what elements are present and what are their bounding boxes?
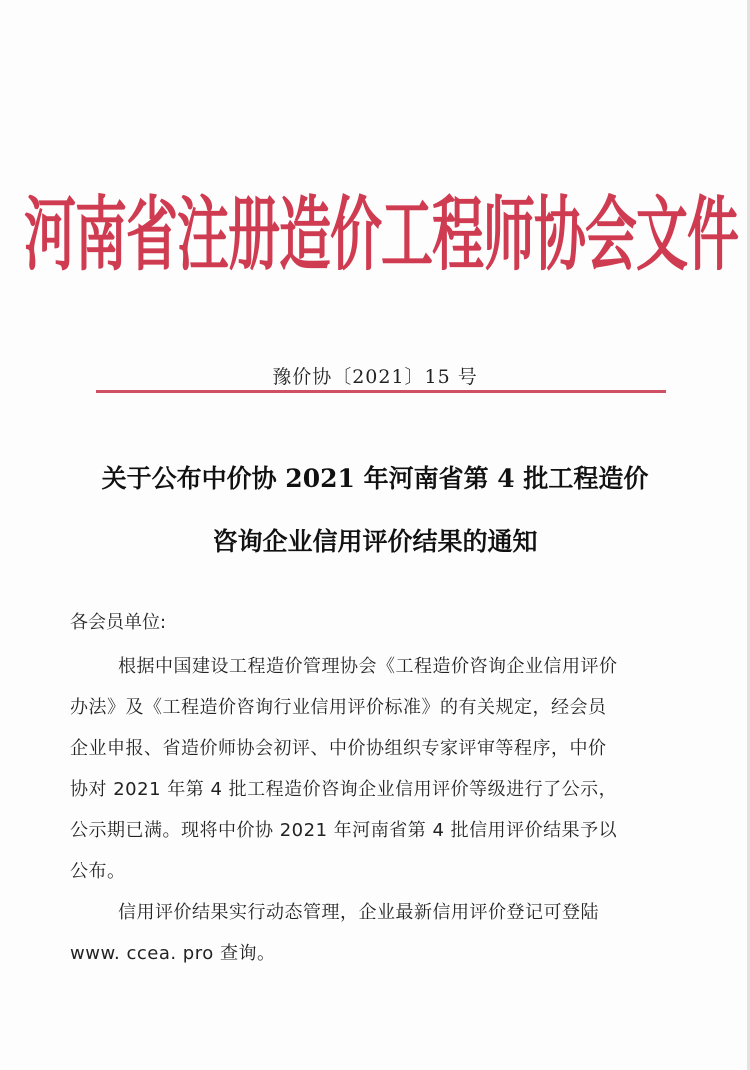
body-line: 根据中国建设工程造价管理协会《工程造价咨询企业信用评价 — [118, 656, 618, 677]
website-line: www. ccea. pro 查询。 — [70, 943, 276, 964]
body-line: 公示期已满。现将中价协 2021 年河南省第 4 批信用评价结果予以 — [70, 820, 618, 841]
notice-title-line-1: 关于公布中价协 2021 年河南省第 4 批工程造价 — [101, 464, 649, 493]
body-line: 协对 2021 年第 4 批工程造价咨询企业信用评价等级进行了公示， — [70, 779, 618, 800]
salutation: 各会员单位: — [70, 612, 167, 633]
body-line: 办法》及《工程造价咨询行业信用评价标准》的有关规定，经会员 — [70, 697, 607, 718]
notice-title-line-2: 咨询企业信用评价结果的通知 — [212, 527, 538, 556]
letterhead-title: 河南省注册造价工程师协会文件 — [24, 189, 739, 283]
red-divider-line — [96, 390, 666, 393]
body-line: 企业申报、省造价师协会初评、中价协组织专家评审等程序，中价 — [70, 738, 607, 759]
body-line: 信用评价结果实行动态管理，企业最新信用评价登记可登陆 — [118, 902, 599, 923]
body-line: 公布。 — [70, 861, 126, 882]
document-number: 豫价协〔2021〕15 号 — [272, 366, 478, 388]
